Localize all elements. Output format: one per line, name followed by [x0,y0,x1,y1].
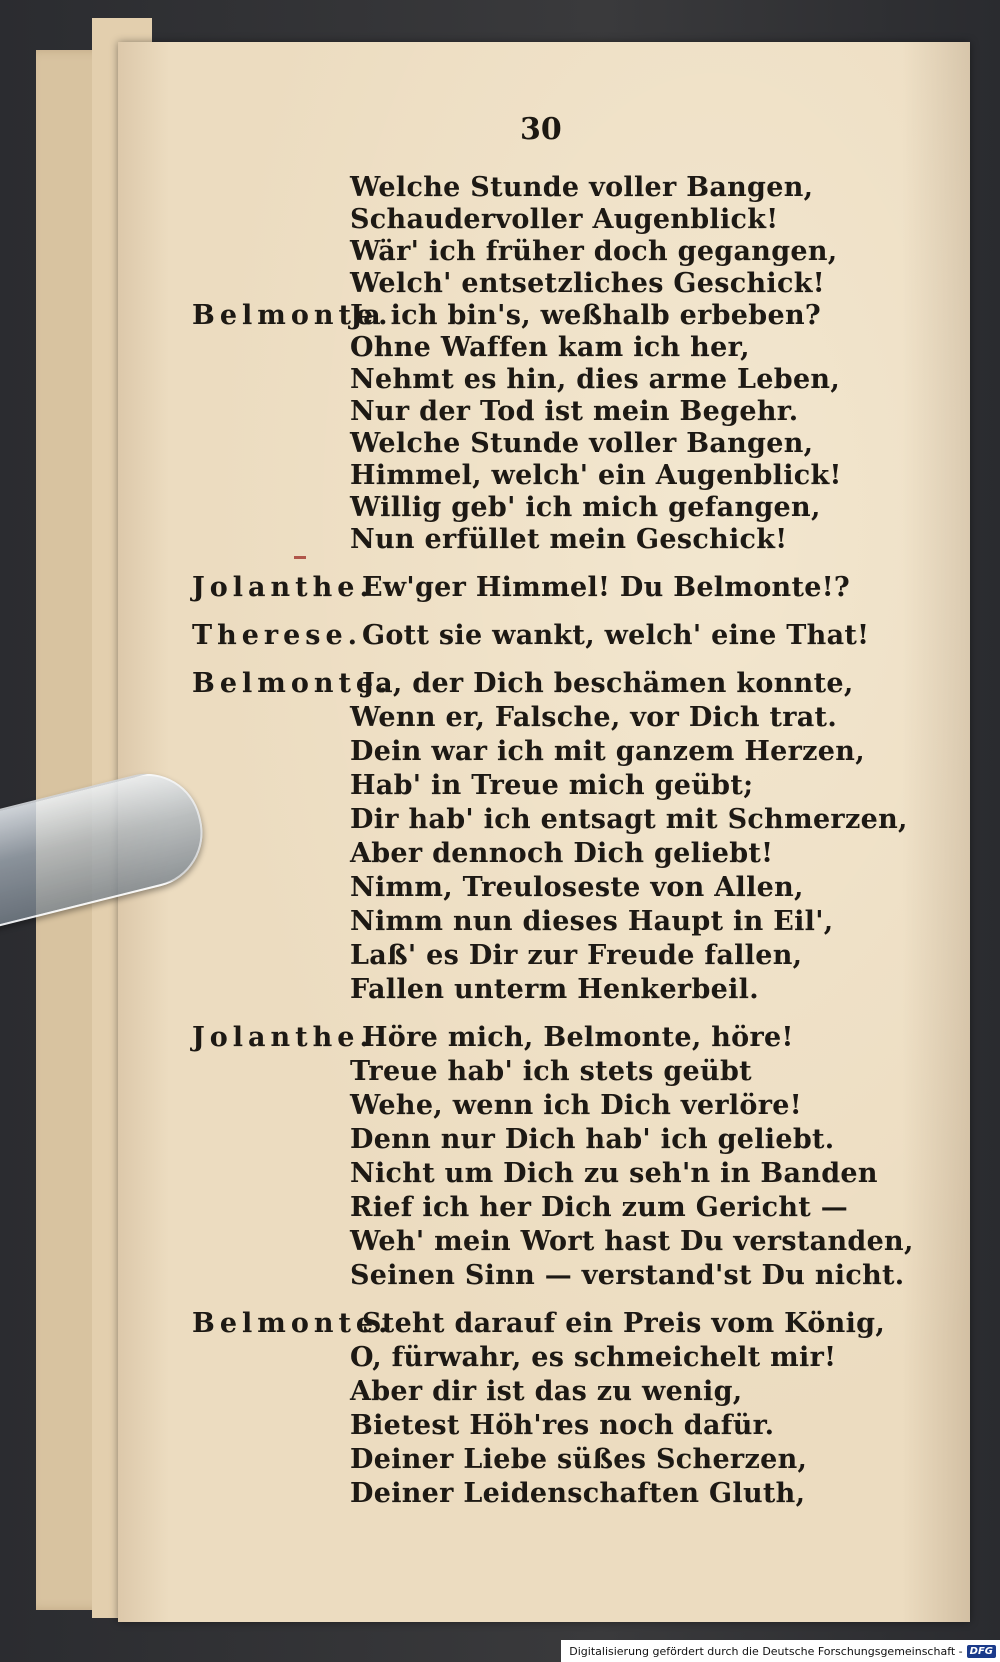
verse-line: Welche Stunde voller Bangen, [350,428,814,459]
verse-line: Dein war ich mit ganzem Herzen, [350,736,865,767]
verse-line: Höre mich, Belmonte, höre! [362,1022,794,1053]
verse-line: Denn nur Dich hab' ich geliebt. [350,1124,835,1155]
verse-line: Welch' entsetzliches Geschick! [350,268,825,299]
speaker-name: Belmonte. [192,668,393,699]
credit-text: Digitalisierung gefördert durch die Deutsche Forschungsgemeinschaft - [569,1644,963,1658]
speaker-name: Therese. [192,620,363,651]
speaker-name: Belmonte. [192,300,393,331]
verse-line: Fallen unterm Henkerbeil. [350,974,759,1005]
verse-line: Deiner Liebe süßes Scherzen, [350,1444,808,1475]
speaker-name: Jolanthe. [192,572,374,603]
digitization-credit [561,1640,1000,1662]
verse-line: O, fürwahr, es schmeichelt mir! [350,1342,837,1373]
verse-line: Wenn er, Falsche, vor Dich trat. [350,702,838,733]
verse-line: Nicht um Dich zu seh'n in Banden [350,1158,878,1189]
verse-line: Aber dennoch Dich geliebt! [350,838,774,869]
verse-line: Schaudervoller Augenblick! [350,204,779,235]
speaker-name: Jolanthe. [192,1022,374,1053]
verse-line: Ja ich bin's, weßhalb erbeben? [350,300,821,331]
verse-line: Bietest Höh'res noch dafür. [350,1410,775,1441]
verse-line: Ohne Waffen kam ich her, [350,332,750,363]
verse-line: Nimm nun dieses Haupt in Eil', [350,906,834,937]
page-number: 30 [520,112,562,147]
verse-line: Treue hab' ich stets geübt [350,1056,752,1087]
verse-line: Deiner Leidenschaften Gluth, [350,1478,806,1509]
verse-line: Weh' mein Wort hast Du verstanden, [350,1226,914,1257]
verse-line: Aber dir ist das zu wenig, [350,1376,743,1407]
verse-line: Seinen Sinn — verstand'st Du nicht. [350,1260,905,1291]
verse-line: Hab' in Treue mich geübt; [350,770,754,801]
verse-line: Dir hab' ich entsagt mit Schmerzen, [350,804,908,835]
pencil-mark [294,556,306,559]
verse-line: Gott sie wankt, welch' eine That! [362,620,870,651]
verse-line: Steht darauf ein Preis vom König, [362,1308,886,1339]
bleed-through-text [890,160,970,1360]
dfg-logo: DFG [967,1645,996,1658]
verse-line: Wehe, wenn ich Dich verlöre! [350,1090,802,1121]
speaker-name: Belmonte. [192,1308,393,1339]
verse-line: Rief ich her Dich zum Gericht — [350,1192,849,1223]
verse-line: Nimm, Treuloseste von Allen, [350,872,804,903]
verse-line: Laß' es Dir zur Freude fallen, [350,940,803,971]
verse-line: Nur der Tod ist mein Begehr. [350,396,799,427]
verse-line: Nehmt es hin, dies arme Leben, [350,364,841,395]
verse-line: Himmel, welch' ein Augenblick! [350,460,842,491]
verse-line: Wär' ich früher doch gegangen, [350,236,838,267]
verse-line: Ja, der Dich beschämen konnte, [362,668,854,699]
verse-line: Welche Stunde voller Bangen, [350,172,814,203]
verse-line: Nun erfüllet mein Geschick! [350,524,788,555]
verse-line: Ew'ger Himmel! Du Belmonte!? [362,572,850,603]
verse-line: Willig geb' ich mich gefangen, [350,492,821,523]
